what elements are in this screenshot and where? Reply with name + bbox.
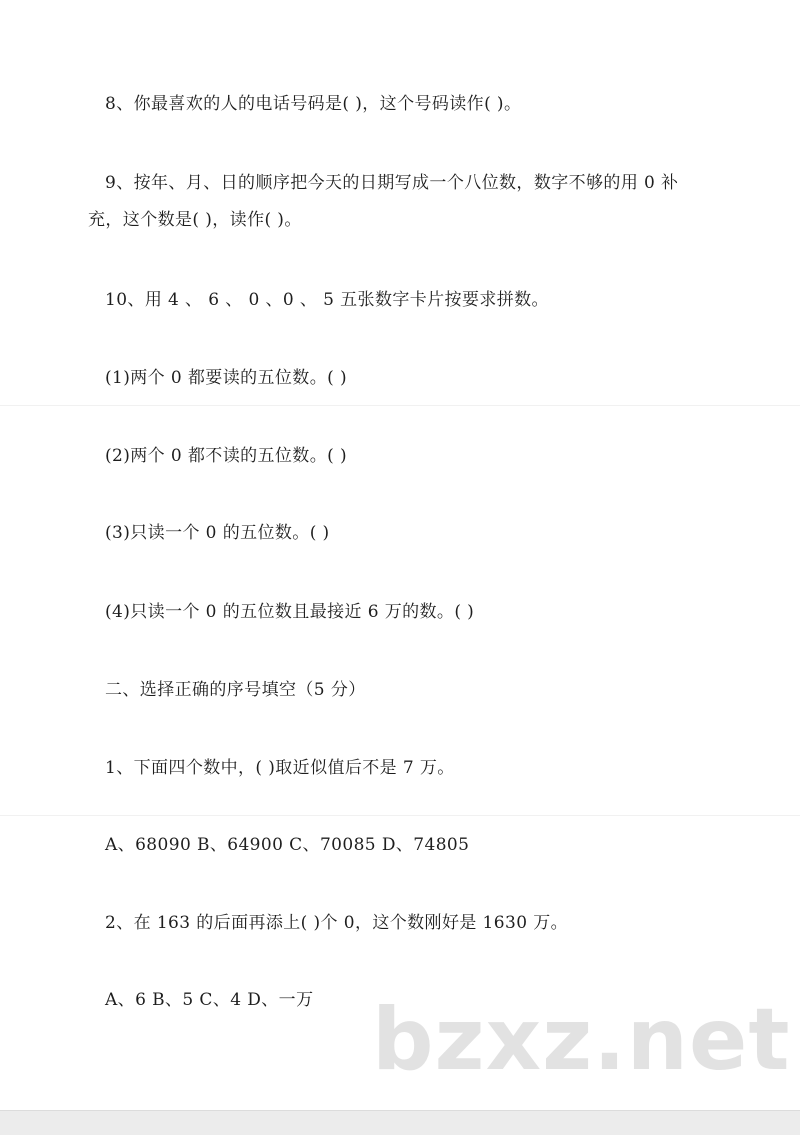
question-10-part-3: (3)只读一个 0 的五位数。( ) (105, 523, 330, 543)
faint-divider (0, 405, 800, 406)
choice-question-1-options: A、68090 B、64900 C、70085 D、74805 (105, 835, 470, 855)
question-10-part-1: (1)两个 0 都要读的五位数。( ) (105, 368, 347, 388)
faint-divider (0, 815, 800, 816)
section-2-heading: 二、选择正确的序号填空（5 分） (105, 680, 366, 700)
choice-question-2-options: A、6 B、5 C、4 D、一万 (105, 990, 314, 1010)
choice-question-2: 2、在 163 的后面再添上( )个 0，这个数刚好是 1630 万。 (105, 913, 569, 933)
question-10-part-4: (4)只读一个 0 的五位数且最接近 6 万的数。( ) (105, 602, 475, 622)
watermark: bzxz.net (372, 990, 791, 1090)
question-10-line: 10、用 4 、 6 、 0 、0 、 5 五张数字卡片按要求拼数。 (105, 290, 549, 310)
question-9-line-2: 充，这个数是( )，读作( )。 (88, 210, 302, 230)
question-8-line: 8、你最喜欢的人的电话号码是( )，这个号码读作( )。 (105, 94, 522, 114)
page-bottom-bar (0, 1110, 800, 1135)
question-9-line-1: 9、按年、月、日的顺序把今天的日期写成一个八位数，数字不够的用 0 补 (105, 173, 679, 193)
choice-question-1: 1、下面四个数中，( )取近似值后不是 7 万。 (105, 758, 455, 778)
question-10-part-2: (2)两个 0 都不读的五位数。( ) (105, 446, 347, 466)
